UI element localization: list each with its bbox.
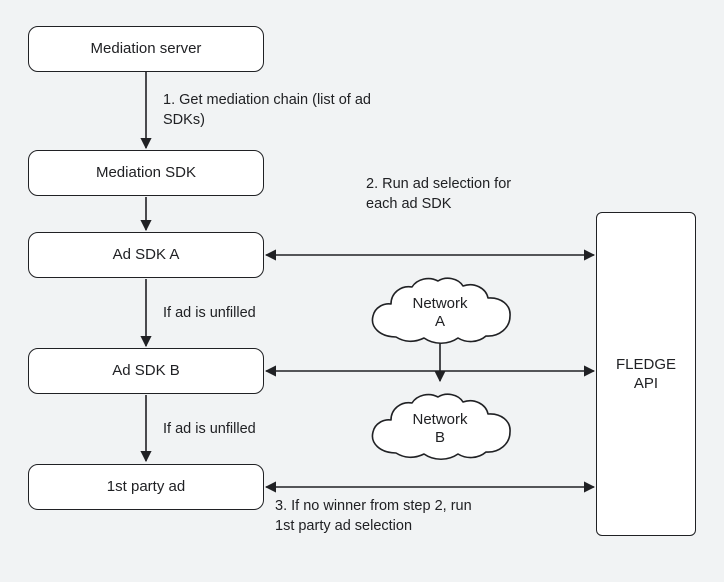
network-a-line1: Network <box>412 295 468 312</box>
node-mediation-sdk-label: Mediation SDK <box>95 163 197 181</box>
node-fledge-api-label <box>616 355 676 394</box>
label-step-3: 3. If no winner from step 2, run 1st party ad selection <box>275 498 472 535</box>
node-fledge-api-line2: API <box>633 375 659 392</box>
node-first-party-ad[interactable] <box>28 464 264 510</box>
node-ad-sdk-a[interactable] <box>28 232 264 278</box>
network-a-cloud <box>358 277 522 349</box>
label-unfilled-b: If ad is unfilled <box>163 421 256 437</box>
node-ad-sdk-a-label: Ad SDK A <box>112 245 180 263</box>
node-mediation-server[interactable] <box>28 26 264 72</box>
node-ad-sdk-b[interactable] <box>28 348 264 394</box>
node-first-party-ad-label: 1st party ad <box>106 477 186 495</box>
network-b-line1: Network <box>412 411 468 428</box>
label-step-1: 1. Get mediation chain (list of ad SDKs) <box>163 92 371 129</box>
node-fledge-api-line1: FLEDGE <box>615 355 676 373</box>
node-ad-sdk-b-label: Ad SDK B <box>112 361 180 379</box>
label-unfilled-a: If ad is unfilled <box>163 305 256 321</box>
node-mediation-server-label: Mediation server <box>90 39 202 57</box>
node-fledge-api[interactable] <box>596 212 696 536</box>
node-mediation-sdk[interactable] <box>28 150 264 196</box>
network-b-cloud <box>358 393 522 465</box>
network-a-line2: A <box>434 313 445 330</box>
network-b-line2: B <box>434 429 445 446</box>
label-step-2: 2. Run ad selection for each ad SDK <box>366 176 512 213</box>
